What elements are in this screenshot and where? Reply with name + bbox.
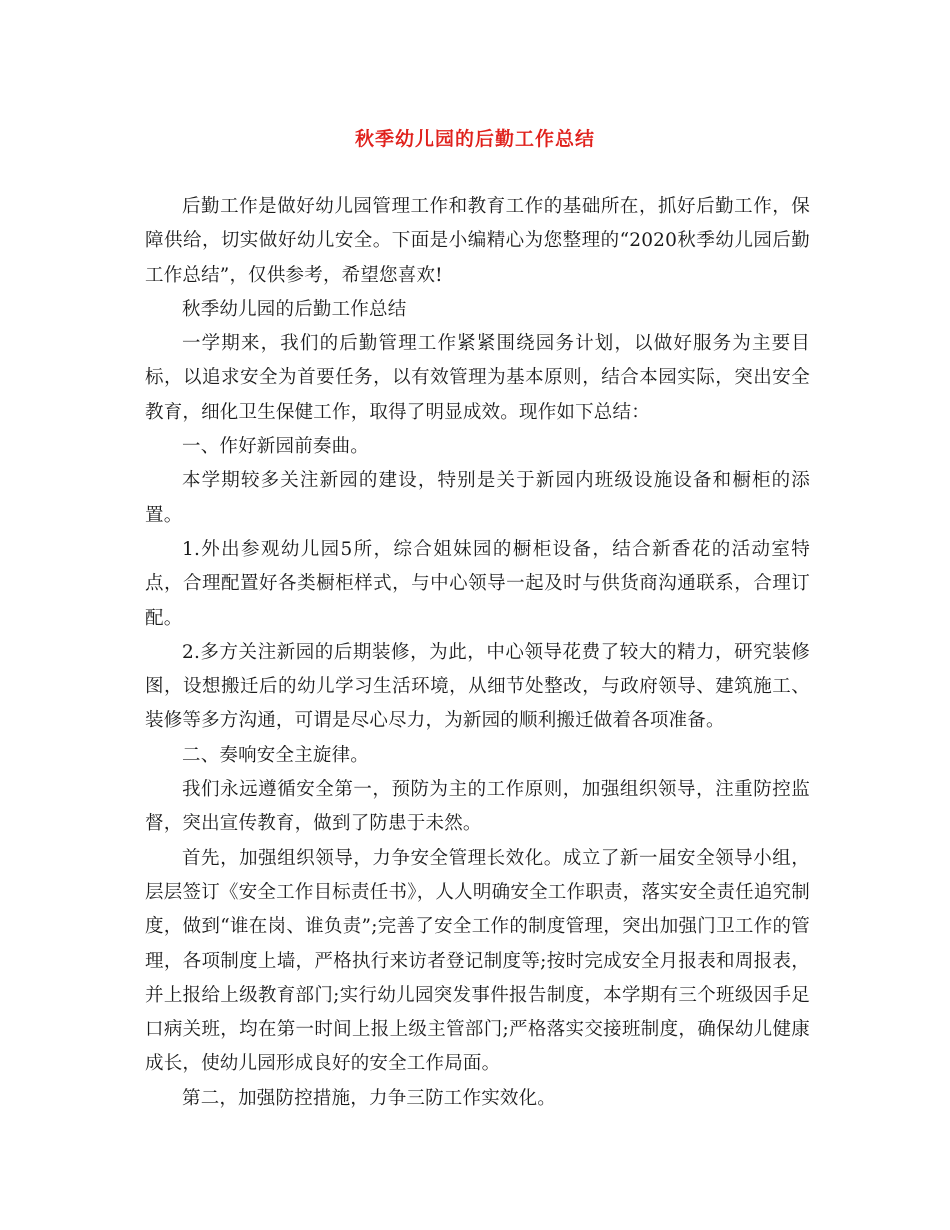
paragraph: 首先，加强组织领导，力争安全管理长效化。成立了新一届安全领导小组，层层签订《安全工作目标责任书》，人人明确安全工作职责，落实安全责任追究制度，做到“谁在岗、谁负责”;完善了安全工作的制度管理，突出加强门卫工作的管理，各项制度上墙，严格执行来访者登记制度等;按时完成安全月报表和周报表，并上报给上级教育部门;实行幼儿园突发事件报告制度，本学期有三个班级因手足口病关班，均在第一时间上报上级主管部门;严格落实交接班制度，确保幼儿健康成长，使幼儿园形成良好的安全工作局面。 — [145, 847, 810, 1075]
document-title: 秋季幼儿园的后勤工作总结 — [354, 128, 595, 150]
section-heading-2: 二、奏响安全主旋律。 — [182, 744, 370, 766]
list-item: 2.多方关注新园的后期装修，为此，中心领导花费了较大的精力，研究装修图，设想搬迁后的幼儿学习生活环境，从细节处整改，与政府领导、建筑施工、装修等多方沟通，可谓是尽心尽力，为新园的顺利搬迁做着各项准备。 — [145, 641, 810, 732]
document-body — [145, 190, 810, 1116]
list-item: 1.外出参观幼儿园5所，综合姐妹园的橱柜设备，结合新香花的活动室特点，合理配置好各类橱柜样式，与中心领导一起及时与供货商沟通联系，合理订配。 — [145, 538, 810, 629]
paragraph: 本学期较多关注新园的建设，特别是关于新园内班级设施设备和橱柜的添置。 — [145, 470, 810, 526]
paragraph-subtitle: 秋季幼儿园的后勤工作总结 — [182, 298, 407, 320]
paragraph-overview: 一学期来，我们的后勤管理工作紧紧围绕园务计划，以做好服务为主要目标，以追求安全为首要任务，以有效管理为基本原则，结合本园实际，突出安全教育，细化卫生保健工作，取得了明显成效。现作如下总结： — [145, 333, 810, 423]
section-heading-1: 一、作好新园前奏曲。 — [182, 436, 370, 458]
paragraph: 我们永远遵循安全第一，预防为主的工作原则，加强组织领导，注重防控监督，突出宣传教育，做到了防患于未然。 — [145, 779, 810, 835]
paragraph: 第二，加强防控措施，力争三防工作实效化。 — [182, 1087, 557, 1109]
paragraph-intro: 后勤工作是做好幼儿园管理工作和教育工作的基础所在，抓好后勤工作，保障供给，切实做好幼儿安全。下面是小编精心为您整理的“2020秋季幼儿园后勤工作总结”，仅供参考，希望您喜欢! — [145, 196, 810, 286]
